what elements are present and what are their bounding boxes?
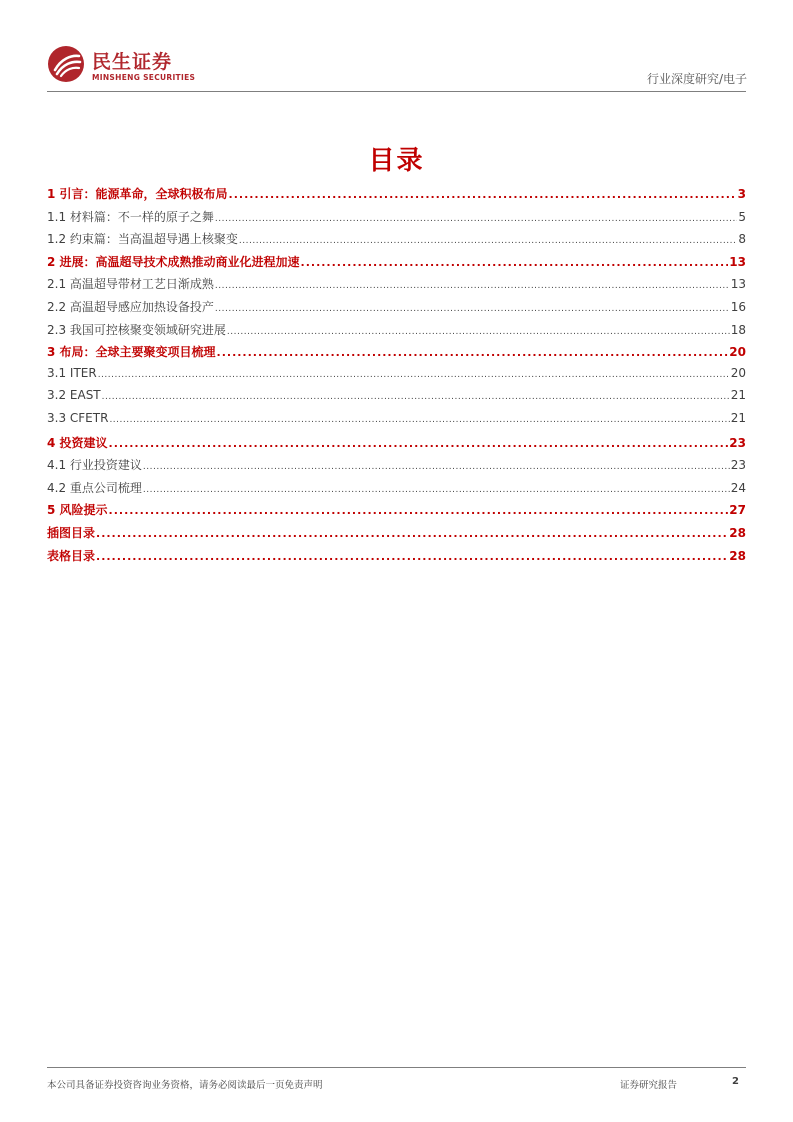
toc-dot-leader <box>102 392 730 402</box>
toc-dot-leader <box>109 504 729 517</box>
toc-entry-page[interactable]: 20 <box>730 365 746 380</box>
toc-entry-label[interactable]: 1.2 约束篇：当高温超导遇上核聚变 <box>47 232 238 247</box>
toc-entry[interactable] <box>47 298 746 321</box>
toc-entry[interactable] <box>47 456 746 479</box>
toc-entry-label[interactable]: 4.2 重点公司梳理 <box>47 480 142 495</box>
toc-entry-page[interactable]: 20 <box>729 345 746 360</box>
toc-entry-page[interactable]: 23 <box>730 458 746 473</box>
page-header <box>47 42 747 94</box>
page-title: 目录 <box>368 146 425 176</box>
toc-entry[interactable] <box>47 411 746 434</box>
toc-entry[interactable] <box>47 208 746 231</box>
footer-disclaimer: 本公司具备证券投资咨询业务资格，请务必阅读最后一页免责声明 <box>47 1080 323 1091</box>
toc-entry-label[interactable]: 表格目录 <box>47 548 96 563</box>
toc-dot-leader <box>301 256 729 269</box>
toc-entry-page[interactable]: 28 <box>729 525 746 540</box>
toc-dot-leader <box>98 370 730 380</box>
toc-entry-label[interactable]: 插图目录 <box>47 525 96 540</box>
toc-entry-label[interactable]: 3.1 ITER <box>47 365 97 380</box>
toc-entry[interactable] <box>47 479 746 502</box>
toc-entry-page[interactable]: 13 <box>730 277 746 292</box>
toc-entry[interactable] <box>47 185 746 208</box>
logo-text-en: MINSHENG SECURITIES <box>92 73 196 82</box>
toc-dot-leader <box>229 188 737 201</box>
toc-entry[interactable] <box>47 434 746 457</box>
toc-entry-label[interactable]: 1 引言：能源革命，全球积极布局 <box>47 187 228 201</box>
toc-entry[interactable] <box>47 388 746 411</box>
minsheng-logo-icon <box>47 45 85 83</box>
toc-entry[interactable] <box>47 230 746 253</box>
toc-dot-leader <box>143 462 730 472</box>
toc-entry-label[interactable]: 2 进展：高温超导技术成熟推动商业化进程加速 <box>47 254 300 269</box>
toc-entry-page[interactable]: 13 <box>729 254 746 269</box>
toc-entry-label[interactable]: 3.2 EAST <box>47 388 101 403</box>
toc-entry-page[interactable]: 21 <box>730 410 746 425</box>
toc-entry[interactable] <box>47 524 746 547</box>
toc-dot-leader <box>96 527 728 540</box>
toc-entry[interactable] <box>47 253 746 276</box>
logo-text-cn: 民生证券 <box>92 51 173 73</box>
toc-entry[interactable] <box>47 343 746 366</box>
table-of-contents <box>47 185 746 569</box>
toc-entry-page[interactable]: 3 <box>737 187 746 201</box>
toc-entry-page[interactable]: 27 <box>729 503 746 518</box>
toc-entry-label[interactable]: 4 投资建议 <box>47 435 108 450</box>
toc-entry-label[interactable]: 1.1 材料篇：不一样的原子之舞 <box>47 209 214 224</box>
toc-entry-label[interactable]: 3 布局：全球主要聚变项目梳理 <box>47 345 216 360</box>
page-number: 2 <box>732 1076 739 1087</box>
toc-dot-leader <box>215 281 730 291</box>
toc-entry[interactable] <box>47 547 746 570</box>
toc-entry-page[interactable]: 24 <box>730 480 746 495</box>
toc-entry-page[interactable]: 5 <box>738 209 746 224</box>
toc-dot-leader <box>239 236 737 246</box>
toc-dot-leader <box>215 214 737 224</box>
toc-entry-page[interactable]: 21 <box>730 388 746 403</box>
toc-entry-page[interactable]: 23 <box>729 435 746 450</box>
toc-entry-label[interactable]: 5 风险提示 <box>47 503 108 518</box>
toc-entry-page[interactable]: 28 <box>729 548 746 563</box>
toc-dot-leader <box>143 485 730 495</box>
toc-dot-leader <box>227 327 730 337</box>
header-divider <box>47 91 746 92</box>
toc-entry-label[interactable]: 2.1 高温超导带材工艺日渐成熟 <box>47 277 214 292</box>
footer-doc-type: 证券研究报告 <box>620 1080 678 1091</box>
toc-entry[interactable] <box>47 501 746 524</box>
toc-entry-page[interactable]: 8 <box>738 232 746 247</box>
footer-divider <box>47 1067 746 1068</box>
toc-entry-label[interactable]: 4.1 行业投资建议 <box>47 458 142 473</box>
toc-entry[interactable] <box>47 366 746 389</box>
toc-dot-leader <box>215 304 730 314</box>
toc-entry-label[interactable]: 2.2 高温超导感应加热设备投产 <box>47 299 214 314</box>
toc-entry[interactable] <box>47 321 746 344</box>
toc-entry-label[interactable]: 2.3 我国可控核聚变领域研究进展 <box>47 322 226 337</box>
toc-entry[interactable] <box>47 275 746 298</box>
toc-dot-leader <box>217 346 729 359</box>
toc-dot-leader <box>96 550 728 563</box>
report-category: 行业深度研究/电子 <box>646 72 747 86</box>
toc-entry-label[interactable]: 3.3 CFETR <box>47 410 109 425</box>
toc-entry-page[interactable]: 16 <box>730 299 746 314</box>
toc-entry-page[interactable]: 18 <box>730 322 746 337</box>
toc-dot-leader <box>109 437 729 450</box>
toc-dot-leader <box>109 415 729 425</box>
